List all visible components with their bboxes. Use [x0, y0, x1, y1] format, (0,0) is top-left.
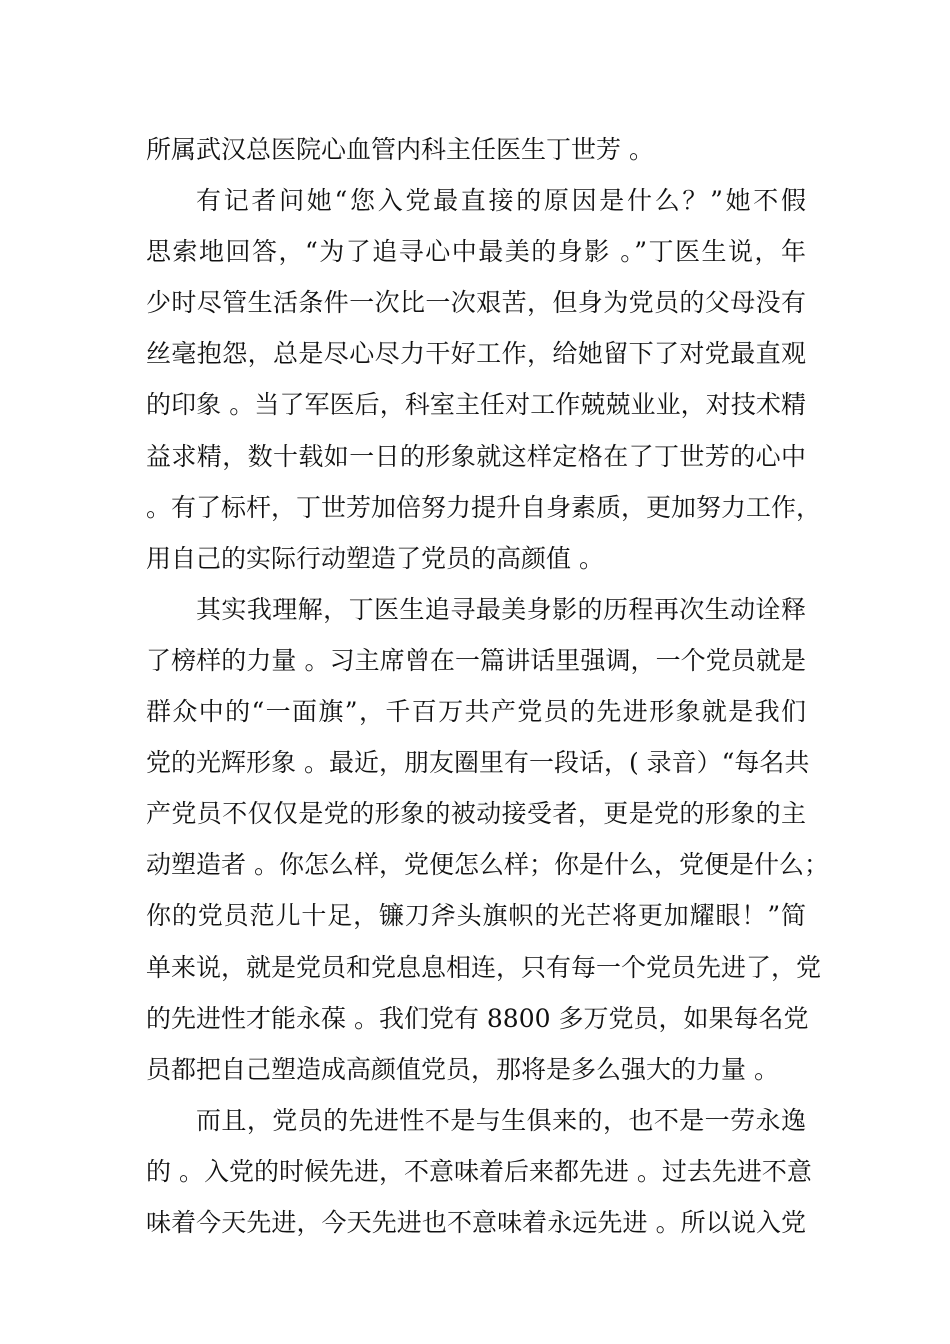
paragraph-line: 所属武汉总医院心血管内科主任医生丁世芳 。: [146, 135, 654, 164]
paragraph-line: 的先进性才能永葆 。我们党有 8800 多万党员，如果每名党: [146, 1003, 809, 1033]
paragraph-line: 产党员不仅仅是党的形象的被动接受者，更是党的形象的主: [146, 799, 806, 829]
paragraph-line: 少时尽管生活条件一次比一次艰苦，但身为党员的父母没有: [146, 288, 806, 318]
paragraph-line: 丝毫抱怨，总是尽心尽力干好工作，给她留下了对党最直观: [146, 339, 806, 369]
paragraph-line: 群众中的“一面旗”，千百万共产党员的先进形象就是我们: [146, 697, 806, 727]
paragraph-line: 员都把自己塑造成高颜值党员，那将是多么强大的力量 。: [146, 1054, 779, 1084]
paragraph-line: 党的光辉形象 。最近，朋友圈里有一段话，( 录音）“每名共: [146, 748, 810, 778]
paragraph-line: 的 。入党的时候先进，不意味着后来都先进 。过去先进不意: [146, 1156, 812, 1186]
paragraph-line: 益求精，数十载如一日的形象就这样定格在了丁世芳的心中: [146, 441, 806, 471]
body-text: [146, 124, 829, 1248]
paragraph-line: 有记者问她“您入党最直接的原因是什么？”她不假: [196, 186, 806, 216]
paragraph-line: 你的党员范儿十足，镰刀斧头旗帜的光芒将更加耀眼！”简: [146, 901, 806, 931]
paragraph-line: 单来说，就是党员和党息息相连，只有每一个党员先进了，党: [146, 952, 822, 982]
paragraph-line: 而且，党员的先进性不是与生俱来的，也不是一劳永逸: [196, 1105, 806, 1135]
paragraph-line: 思索地回答，“为了追寻心中最美的身影 。”丁医生说，年: [146, 237, 806, 267]
paragraph-line: 味着今天先进，今天先进也不意味着永远先进 。所以说入党: [146, 1207, 806, 1237]
paragraph-line: 了榜样的力量 。习主席曾在一篇讲话里强调，一个党员就是: [146, 645, 806, 675]
paragraph-line: 。有了标杆，丁世芳加倍努力提升自身素质，更加努力工作，: [146, 492, 822, 522]
paragraph-line: 动塑造者 。你怎么样，党便怎么样；你是什么，党便是什么；: [146, 850, 829, 880]
paragraph-line: 其实我理解，丁医生追寻最美身影的历程再次生动诠释: [196, 594, 806, 624]
paragraph-line: 的印象 。当了军医后，科室主任对工作兢兢业业，对技术精: [146, 390, 806, 420]
paragraph-line: 用自己的实际行动塑造了党员的高颜值 。: [146, 543, 604, 573]
